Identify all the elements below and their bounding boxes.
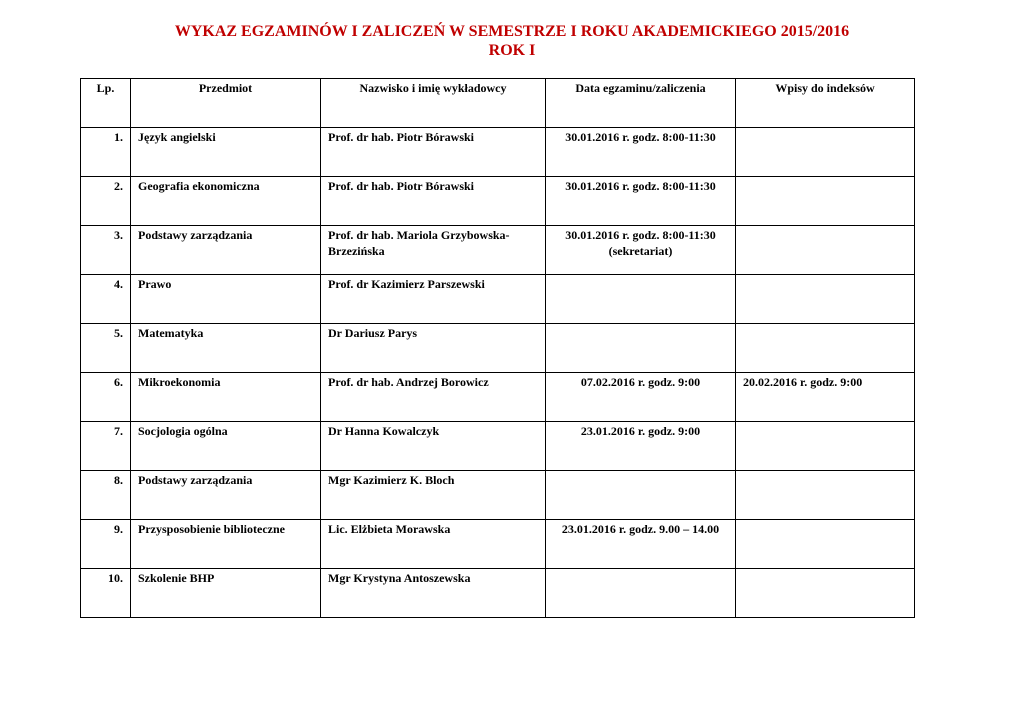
table-header-row xyxy=(81,79,915,128)
header-lp: Lp. xyxy=(81,79,131,128)
cell-lecturer-text: Dr Hanna Kowalczyk xyxy=(328,424,440,438)
cell-date xyxy=(546,422,736,471)
cell-index xyxy=(736,128,915,177)
cell-date-text: 23.01.2016 r. godz. 9.00 – 14.00 xyxy=(561,522,720,536)
cell-subject-text: Socjologia ogólna xyxy=(138,424,228,438)
cell-subject-text: Matematyka xyxy=(138,326,204,340)
cell-subject xyxy=(131,373,321,422)
cell-subject-text: Podstawy zarządzania xyxy=(138,228,253,242)
table-row xyxy=(81,177,915,226)
cell-lecturer-text: Prof. dr hab. Andrzej Borowicz xyxy=(328,375,489,389)
cell-lecturer-text: Mgr Kazimierz K. Bloch xyxy=(328,473,455,487)
cell-lp xyxy=(81,128,131,177)
title-line-1: WYKAZ EGZAMINÓW I ZALICZEŃ W SEMESTRZE I ROKU AKADEMICKIEGO 2015/2016 xyxy=(174,23,850,40)
cell-lp-text: 6. xyxy=(114,375,123,389)
cell-lecturer xyxy=(321,324,546,373)
table-row xyxy=(81,422,915,471)
cell-lecturer-text: Mgr Krystyna Antoszewska xyxy=(328,571,471,585)
cell-index xyxy=(736,324,915,373)
cell-date-text: 07.02.2016 r. godz. 9:00 xyxy=(580,375,701,389)
cell-index xyxy=(736,471,915,520)
cell-lecturer xyxy=(321,275,546,324)
table-row xyxy=(81,520,915,569)
cell-lecturer xyxy=(321,520,546,569)
cell-subject xyxy=(131,128,321,177)
cell-lp-text: 3. xyxy=(114,228,123,242)
cell-lp-text: 8. xyxy=(114,473,123,487)
cell-lecturer-text: Prof. dr hab. Piotr Bórawski xyxy=(328,130,475,144)
cell-subject-text: Szkolenie BHP xyxy=(138,571,215,585)
title-line-2: ROK I xyxy=(488,42,536,59)
cell-date-text: (sekretariat) xyxy=(608,244,673,258)
table-row xyxy=(81,128,915,177)
cell-lecturer xyxy=(321,569,546,618)
cell-subject-text: Podstawy zarządzania xyxy=(138,473,253,487)
header-lecturer: Nazwisko i imię wykładowcy xyxy=(321,79,546,128)
cell-lp xyxy=(81,324,131,373)
header-date: Data egzaminu/zaliczenia xyxy=(546,79,736,128)
cell-index xyxy=(736,177,915,226)
table-row xyxy=(81,569,915,618)
cell-lp xyxy=(81,471,131,520)
cell-lp xyxy=(81,226,131,275)
cell-lp-text: 9. xyxy=(114,522,123,536)
cell-subject xyxy=(131,226,321,275)
cell-lp-text: 1. xyxy=(114,130,123,144)
cell-lecturer-text: Lic. Elżbieta Morawska xyxy=(328,522,451,536)
cell-lecturer xyxy=(321,471,546,520)
cell-lp xyxy=(81,177,131,226)
cell-subject xyxy=(131,275,321,324)
cell-lecturer-text: Brzezińska xyxy=(328,244,385,258)
cell-date-text: 30.01.2016 r. godz. 8:00-11:30 xyxy=(565,179,716,193)
cell-date xyxy=(546,324,736,373)
cell-subject xyxy=(131,569,321,618)
cell-date-text: 23.01.2016 r. godz. 9:00 xyxy=(580,424,701,438)
cell-subject xyxy=(131,324,321,373)
cell-lp-text: 4. xyxy=(114,277,123,291)
cell-lp-text: 10. xyxy=(108,571,123,585)
cell-subject xyxy=(131,177,321,226)
cell-index xyxy=(736,275,915,324)
cell-lecturer-text: Dr Dariusz Parys xyxy=(328,326,418,340)
cell-lecturer-text: Prof. dr Kazimierz Parszewski xyxy=(328,277,485,291)
cell-date xyxy=(546,471,736,520)
cell-date xyxy=(546,520,736,569)
cell-date xyxy=(546,226,736,275)
cell-lp xyxy=(81,569,131,618)
table-row xyxy=(81,226,915,275)
cell-subject-text: Geografia ekonomiczna xyxy=(138,179,260,193)
cell-lecturer-text: Prof. dr hab. Piotr Bórawski xyxy=(328,179,475,193)
cell-subject xyxy=(131,520,321,569)
cell-lp-text: 2. xyxy=(114,179,123,193)
header-index: Wpisy do indeksów xyxy=(736,79,915,128)
cell-subject-text: Prawo xyxy=(138,277,172,291)
cell-index xyxy=(736,226,915,275)
cell-lecturer xyxy=(321,177,546,226)
cell-lp-text: 5. xyxy=(114,326,123,340)
cell-date xyxy=(546,128,736,177)
cell-index xyxy=(736,520,915,569)
cell-subject xyxy=(131,471,321,520)
exam-table xyxy=(80,78,915,618)
cell-lecturer xyxy=(321,373,546,422)
cell-lecturer-text: Prof. dr hab. Mariola Grzybowska- xyxy=(328,228,510,242)
cell-index xyxy=(736,422,915,471)
cell-subject xyxy=(131,422,321,471)
cell-lecturer xyxy=(321,226,546,275)
cell-date-text: 30.01.2016 r. godz. 8:00-11:30 xyxy=(565,228,716,242)
table-row xyxy=(81,324,915,373)
cell-index xyxy=(736,373,915,422)
cell-lp xyxy=(81,373,131,422)
cell-lp xyxy=(81,422,131,471)
table-row xyxy=(81,373,915,422)
cell-index-text: 20.02.2016 r. godz. 9:00 xyxy=(743,375,863,389)
table-row xyxy=(81,275,915,324)
header-subject: Przedmiot xyxy=(131,79,321,128)
cell-subject-text: Język angielski xyxy=(138,130,216,144)
cell-lp-text: 7. xyxy=(114,424,123,438)
cell-lecturer xyxy=(321,128,546,177)
cell-date xyxy=(546,373,736,422)
cell-lp xyxy=(81,520,131,569)
cell-subject-text: Przysposobienie biblioteczne xyxy=(138,522,285,536)
cell-index xyxy=(736,569,915,618)
cell-lp xyxy=(81,275,131,324)
cell-date-text: 30.01.2016 r. godz. 8:00-11:30 xyxy=(565,130,716,144)
document-title xyxy=(0,22,1024,60)
cell-date xyxy=(546,569,736,618)
table-row xyxy=(81,471,915,520)
cell-lecturer xyxy=(321,422,546,471)
cell-date xyxy=(546,275,736,324)
cell-subject-text: Mikroekonomia xyxy=(138,375,221,389)
cell-date xyxy=(546,177,736,226)
